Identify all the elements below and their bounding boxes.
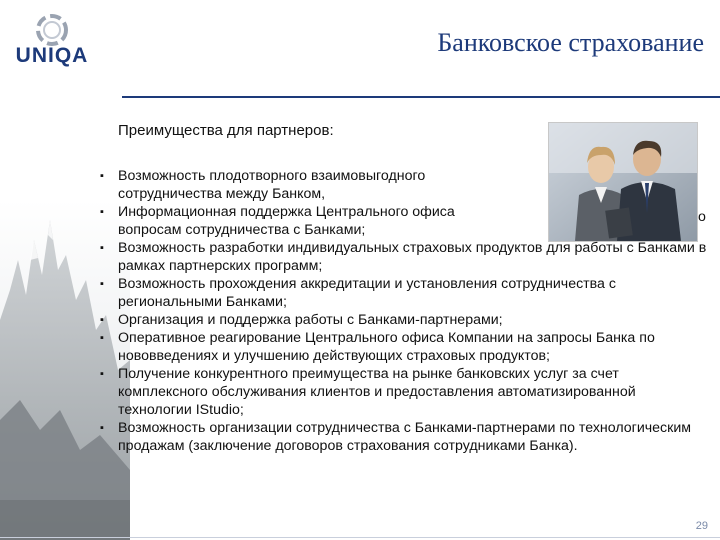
page-number: 29 (695, 520, 708, 532)
list-item: ▪ Возможность плодотворного взаимовыгодного сотрудничества между Банком, (100, 168, 426, 202)
footer-divider (0, 537, 720, 538)
list-item: ▪ Возможность организации сотрудничества с Банками-партнерами по технологическим продажам (заключение договоров страхования сотрудниками Банка). (100, 420, 692, 454)
list-item: ▪ Оперативное реагирование Центрального офиса Компании на запросы Банка по нововведениях и улучшению действующих страховых продуктов; (100, 330, 655, 364)
list-item: ▪ Организация и поддержка работы с Банками-партнерами; (100, 312, 503, 328)
list-item: ▪ Возможность разработки индивидуальных страховых продуктов для работы с Банками в рамках партнерских программ; (100, 240, 707, 274)
photo-overlap-text: о (698, 209, 706, 225)
bullet-icon: ▪ (100, 170, 104, 182)
advantages-list (100, 167, 712, 455)
bullet-icon: ▪ (100, 422, 104, 434)
bullet-icon: ▪ (100, 314, 104, 326)
bullet-icon: ▪ (100, 278, 104, 290)
section-subtitle: Преимущества для партнеров: (118, 122, 334, 139)
bullet-icon: ▪ (100, 332, 104, 344)
logo-text: UNIQA (15, 44, 89, 67)
title-divider (122, 96, 720, 98)
bullet-icon: ▪ (100, 368, 104, 380)
list-item: ▪ Информационная поддержка Центрального офиса вопросам сотрудничества с Банками; (100, 204, 455, 238)
bullet-icon: ▪ (100, 242, 104, 254)
page-title: Банковское страхование (437, 28, 704, 57)
list-item: ▪ Получение конкурентного преимущества на рынке банковских услуг за счет комплексного обслуживания клиентов и предоставления автоматизированной технологии IStudio; (100, 366, 636, 418)
list-item: ▪ Возможность прохождения аккредитации и установления сотрудничества с региональными Банками; (100, 276, 616, 310)
bullet-icon: ▪ (100, 206, 104, 218)
